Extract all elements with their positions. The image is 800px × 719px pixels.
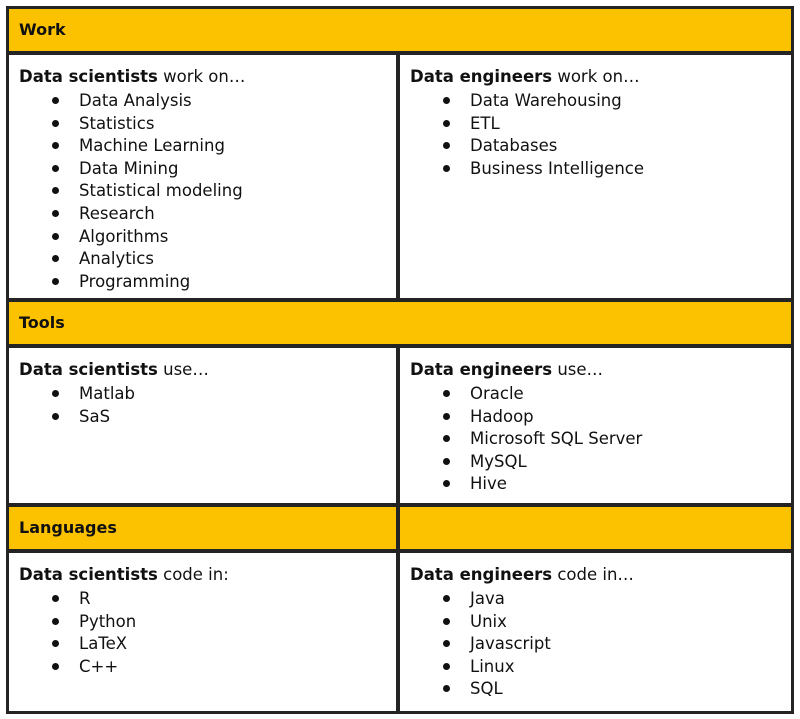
list-item: LaTeX — [19, 633, 396, 656]
work-header-title: Work — [19, 20, 66, 39]
list-item: Matlab — [19, 383, 396, 406]
work-engineers-verb: work on… — [557, 67, 640, 86]
work-scientists-subject: Data scientists — [19, 67, 158, 86]
list-item: Statistics — [19, 113, 396, 136]
work-scientists-cell — [9, 55, 396, 298]
list-item: MySQL — [410, 451, 791, 474]
tools-engineers-list — [410, 383, 791, 496]
languages-scientists-verb: code in: — [163, 565, 229, 584]
tools-engineers-subject: Data engineers — [410, 360, 553, 379]
list-item: Algorithms — [19, 226, 396, 249]
list-item: SQL — [410, 678, 791, 701]
list-item: ETL — [410, 113, 791, 136]
languages-header — [9, 507, 396, 549]
list-item: Statistical modeling — [19, 180, 396, 203]
list-item: Unix — [410, 611, 791, 634]
work-header — [9, 9, 791, 51]
list-item: Data Analysis — [19, 90, 396, 113]
work-scientists-verb: work on… — [163, 67, 246, 86]
languages-engineers-list — [410, 588, 791, 701]
list-item: Javascript — [410, 633, 791, 656]
list-item: Java — [410, 588, 791, 611]
work-engineers-cell — [400, 55, 791, 298]
work-scientists-list — [19, 90, 396, 293]
list-item: Machine Learning — [19, 135, 396, 158]
work-engineers-list — [410, 90, 791, 180]
languages-header-blank — [400, 507, 791, 549]
list-item: Databases — [410, 135, 791, 158]
work-engineers-lead — [410, 66, 791, 88]
languages-engineers-verb: code in… — [557, 565, 634, 584]
tools-engineers-cell — [400, 348, 791, 503]
tools-scientists-list — [19, 383, 396, 428]
languages-scientists-list — [19, 588, 396, 678]
languages-engineers-cell — [400, 553, 791, 711]
languages-scientists-cell — [9, 553, 396, 711]
list-item: R — [19, 588, 396, 611]
tools-engineers-verb: use… — [557, 360, 604, 379]
tools-header-title: Tools — [19, 313, 65, 332]
list-item: Microsoft SQL Server — [410, 428, 791, 451]
languages-scientists-lead — [19, 564, 396, 586]
list-item: Research — [19, 203, 396, 226]
list-item: Data Mining — [19, 158, 396, 181]
list-item: Analytics — [19, 248, 396, 271]
tools-engineers-lead — [410, 359, 791, 381]
languages-engineers-lead — [410, 564, 791, 586]
tools-scientists-lead — [19, 359, 396, 381]
list-item: C++ — [19, 656, 396, 679]
languages-scientists-subject: Data scientists — [19, 565, 158, 584]
list-item: Hadoop — [410, 406, 791, 429]
tools-scientists-subject: Data scientists — [19, 360, 158, 379]
list-item: Programming — [19, 271, 396, 294]
languages-engineers-subject: Data engineers — [410, 565, 553, 584]
list-item: Python — [19, 611, 396, 634]
list-item: Business Intelligence — [410, 158, 791, 181]
tools-scientists-verb: use… — [163, 360, 209, 379]
list-item: Linux — [410, 656, 791, 679]
list-item: Oracle — [410, 383, 791, 406]
work-engineers-subject: Data engineers — [410, 67, 553, 86]
list-item: Hive — [410, 473, 791, 496]
languages-header-title: Languages — [19, 518, 117, 537]
work-scientists-lead — [19, 66, 396, 88]
tools-header — [9, 302, 791, 344]
comparison-table — [6, 6, 794, 714]
list-item: SaS — [19, 406, 396, 429]
tools-scientists-cell — [9, 348, 396, 503]
list-item: Data Warehousing — [410, 90, 791, 113]
